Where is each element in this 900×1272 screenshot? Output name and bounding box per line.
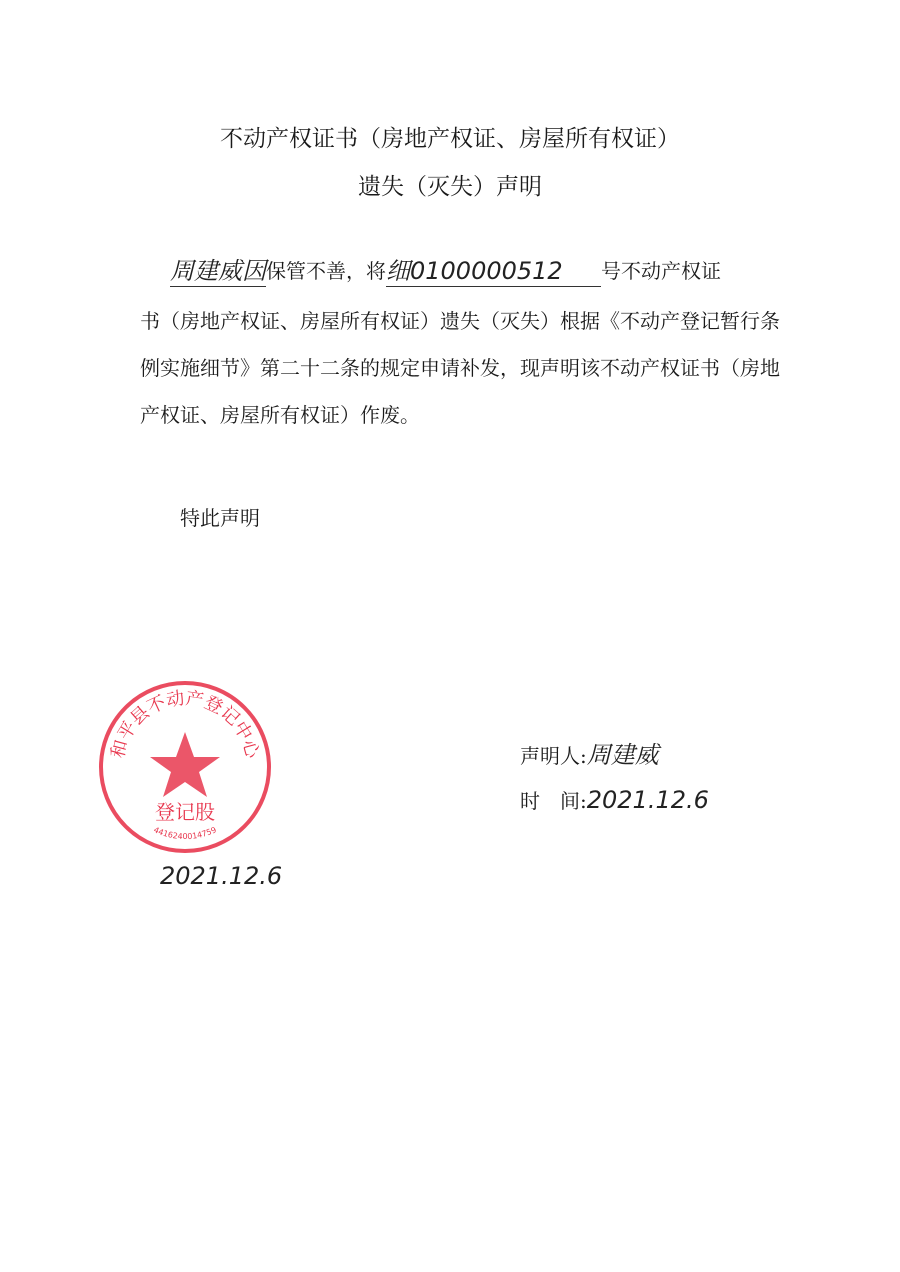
seal-dept-text: 登记股 [155,800,215,824]
document-title: 不动产权证书（房地产权证、房屋所有权证） [220,126,680,152]
declarant-label: 声明人: [520,744,587,768]
seal-serial: 4416240014759 [152,825,218,842]
official-seal [95,677,275,857]
certificate-number: 细0100000512 [386,256,601,287]
date-line [520,785,709,814]
text-segment: 保管不善，将 [266,259,386,283]
date-value: 2021.12.6 [586,786,709,814]
document-subtitle: 遗失（灭失）声明 [358,174,542,200]
text-segment: 号不动产权证 [601,259,721,283]
declarant-line [520,735,659,770]
declaration-paragraph: 书（房地产权证、房屋所有权证）遗失（灭失）根据《不动产登记暂行条例实施细节》第二十二条的规定申请补发，现声明该不动产权证书（房地产权证、房屋所有权证）作废。 [140,309,780,427]
closing-text: 特此声明 [180,506,260,530]
svg-text:4416240014759 [152,825,218,841]
date-label: 时 间: [520,789,587,813]
declaration-first-line [170,255,790,287]
seal-date-handwritten: 2021.12.6 [160,862,283,890]
declarant-handwritten: 周建威因 [170,257,266,285]
seal-org-text: 和平县不动产登记中心 [107,687,263,761]
declarant-signature: 周建威 [586,741,659,769]
star-icon [150,732,220,797]
